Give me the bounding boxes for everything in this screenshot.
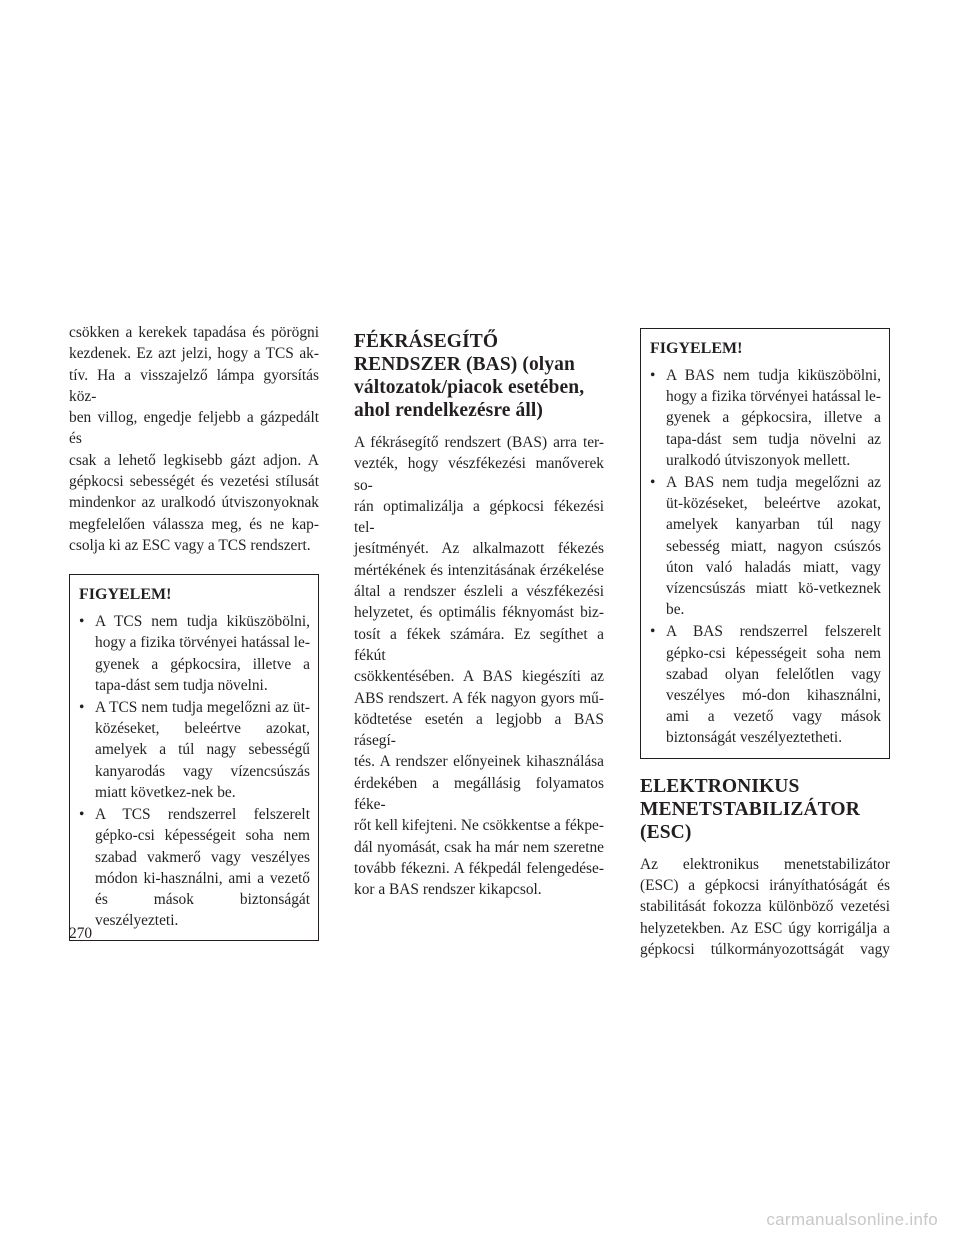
text-line: A fékrásegítő rendszert (BAS) arra ter- (354, 434, 604, 451)
text-line: stabilitását fokozza különböző vezetési (640, 898, 890, 916)
bullet-icon: • (79, 613, 85, 631)
text-line: által a rendszer észleli a vészfékezési (354, 583, 604, 601)
heading-line: ahol rendelkezésre áll) (354, 400, 543, 421)
warning-box-tcs (69, 574, 319, 941)
watermark: carmanualsonline.info (766, 1210, 938, 1229)
text-line: Az elektronikus menetstabilizátor (640, 855, 890, 873)
text-line: csak a lehető legkisebb gázt adjon. A (69, 451, 319, 469)
text-line: csökken a kerekek tapadása és pörögni (69, 324, 319, 341)
text-line: gépkocsi sebességét és vezetési stílusát (69, 473, 319, 491)
heading-line: (ESC) (640, 821, 692, 843)
text-line: megfelelően válassza meg, és ne kap- (69, 515, 319, 533)
warning-list (79, 611, 310, 931)
text-line: mindenkor az uralkodó útviszonyoknak (69, 494, 319, 512)
text-line: tív. Ha a visszajelző lámpa gyorsítás köz- (69, 366, 319, 405)
heading-line: ELEKTRONIKUS (640, 775, 800, 797)
text-line: tovább fékezni. A fékpedál felengedése- (354, 859, 604, 877)
heading-line: RENDSZER (BAS) (olyan (354, 354, 575, 375)
warning-title: FIGYELEM! (79, 586, 172, 604)
warning-title: FIGYELEM! (650, 340, 743, 357)
text-line: érdekében a megállásig folyamatos féke- (354, 774, 604, 814)
text-line: ködtetése esetén a legjobb a BAS rásegí- (354, 710, 604, 750)
text-line: csolja ki az ESC vagy a TCS rendszert. (69, 536, 311, 554)
warning-item: • A BAS rendszerrel felszerelt gépko-csi képességeit soha nem szabad olyan felelőtlen vagy veszélyes mó-don kihasználni, ami a vezető vagy mások biztonságát veszélyeztetheti. (650, 623, 881, 747)
text-line: helyzetet, és optimális féknyomást biz- (354, 604, 604, 622)
text-line: (ESC) a gépkocsi irányíthatóságát és (640, 876, 890, 894)
esc-paragraph (640, 854, 890, 960)
text-line: vezték, hogy vészfékezési manőverek so- (354, 455, 604, 494)
text-line: gépkocsi túlkormányozottságát vagy (640, 940, 890, 958)
bullet-icon: • (650, 474, 656, 492)
bullet-icon: • (650, 367, 656, 384)
page-number: 270 (69, 925, 93, 942)
text-line: csökkentésében. A BAS kiegészíti az (354, 668, 604, 686)
section-heading-bas (354, 330, 604, 422)
text-line: dál nyomását, csak ha már nem szeretne (354, 838, 604, 856)
column-right (640, 328, 890, 960)
text-line: rán optimalizálja a gépkocsi fékezési tel- (354, 497, 604, 537)
bas-paragraph (354, 432, 604, 901)
column-middle (354, 330, 604, 901)
text-line: ABS rendszert. A fék nagyon gyors mű- (354, 689, 604, 707)
text-line: helyzetekben. Az ESC úgy korrigálja a (640, 919, 890, 937)
text-line: rőt kell kifejteni. Ne csökkentse a fékpe- (354, 817, 605, 835)
column-left (69, 322, 319, 941)
warning-item: • A BAS nem tudja megelőzni az üt-közéseket, beleértve azokat, amelyek kanyarban túl nagy sebesség miatt, nagyon csúszós úton való haladás miatt, vagy vízencsúszás miatt kö-vetkeznek be. (650, 474, 881, 619)
heading-line: MENETSTABILIZÁTOR (640, 798, 860, 820)
text-line: jesítményét. Az alkalmazott fékezés (354, 540, 604, 558)
intro-paragraph (69, 322, 319, 556)
bullet-icon: • (650, 623, 656, 641)
bullet-icon: • (79, 699, 85, 717)
warning-item: • A BAS nem tudja kiküszöbölni, hogy a fizika törvényei hatással le-gyenek a gépkocsira, illetve a tapa-dást sem tudja növelni az uralkodó útviszonyok mellett. (650, 367, 881, 469)
text-line: tés. A rendszer előnyeinek kihasználása (354, 753, 604, 771)
section-heading-esc (640, 775, 890, 844)
heading-line: FÉKRÁSEGÍTŐ (354, 331, 499, 352)
warning-item: • A TCS rendszerrel felszerelt gépko-csi képességeit soha nem szabad vakmerő vagy veszélyes módon ki-használni, ami a vezető és mások biztonságát veszélyezteti. (79, 806, 310, 930)
text-line: ben villog, engedje feljebb a gázpedált és (69, 409, 319, 448)
text-line: kor a BAS rendszer kikapcsol. (354, 881, 542, 899)
warning-item: • A TCS nem tudja megelőzni az üt-közéseket, beleértve azokat, amelyek a túl nagy sebességű kanyarodás vagy vízencsúszás miatt következ-nek be. (79, 699, 310, 801)
text-line: mértékének és intenzitásának érzékelése (354, 561, 604, 579)
text-line: tosít a fékek számára. Ez segíthet a fékút (354, 625, 604, 664)
text-line: kezdenek. Ez azt jelzi, hogy a TCS ak- (69, 345, 319, 363)
warning-box-bas (640, 328, 890, 759)
warning-item: • A TCS nem tudja kiküszöbölni, hogy a fizika törvényei hatással le-gyenek a gépkocsira, illetve a tapa-dást sem tudja növelni. (79, 613, 310, 694)
heading-line: változatok/piacok esetében, (354, 377, 585, 398)
warning-list (650, 365, 881, 749)
bullet-icon: • (79, 806, 85, 824)
